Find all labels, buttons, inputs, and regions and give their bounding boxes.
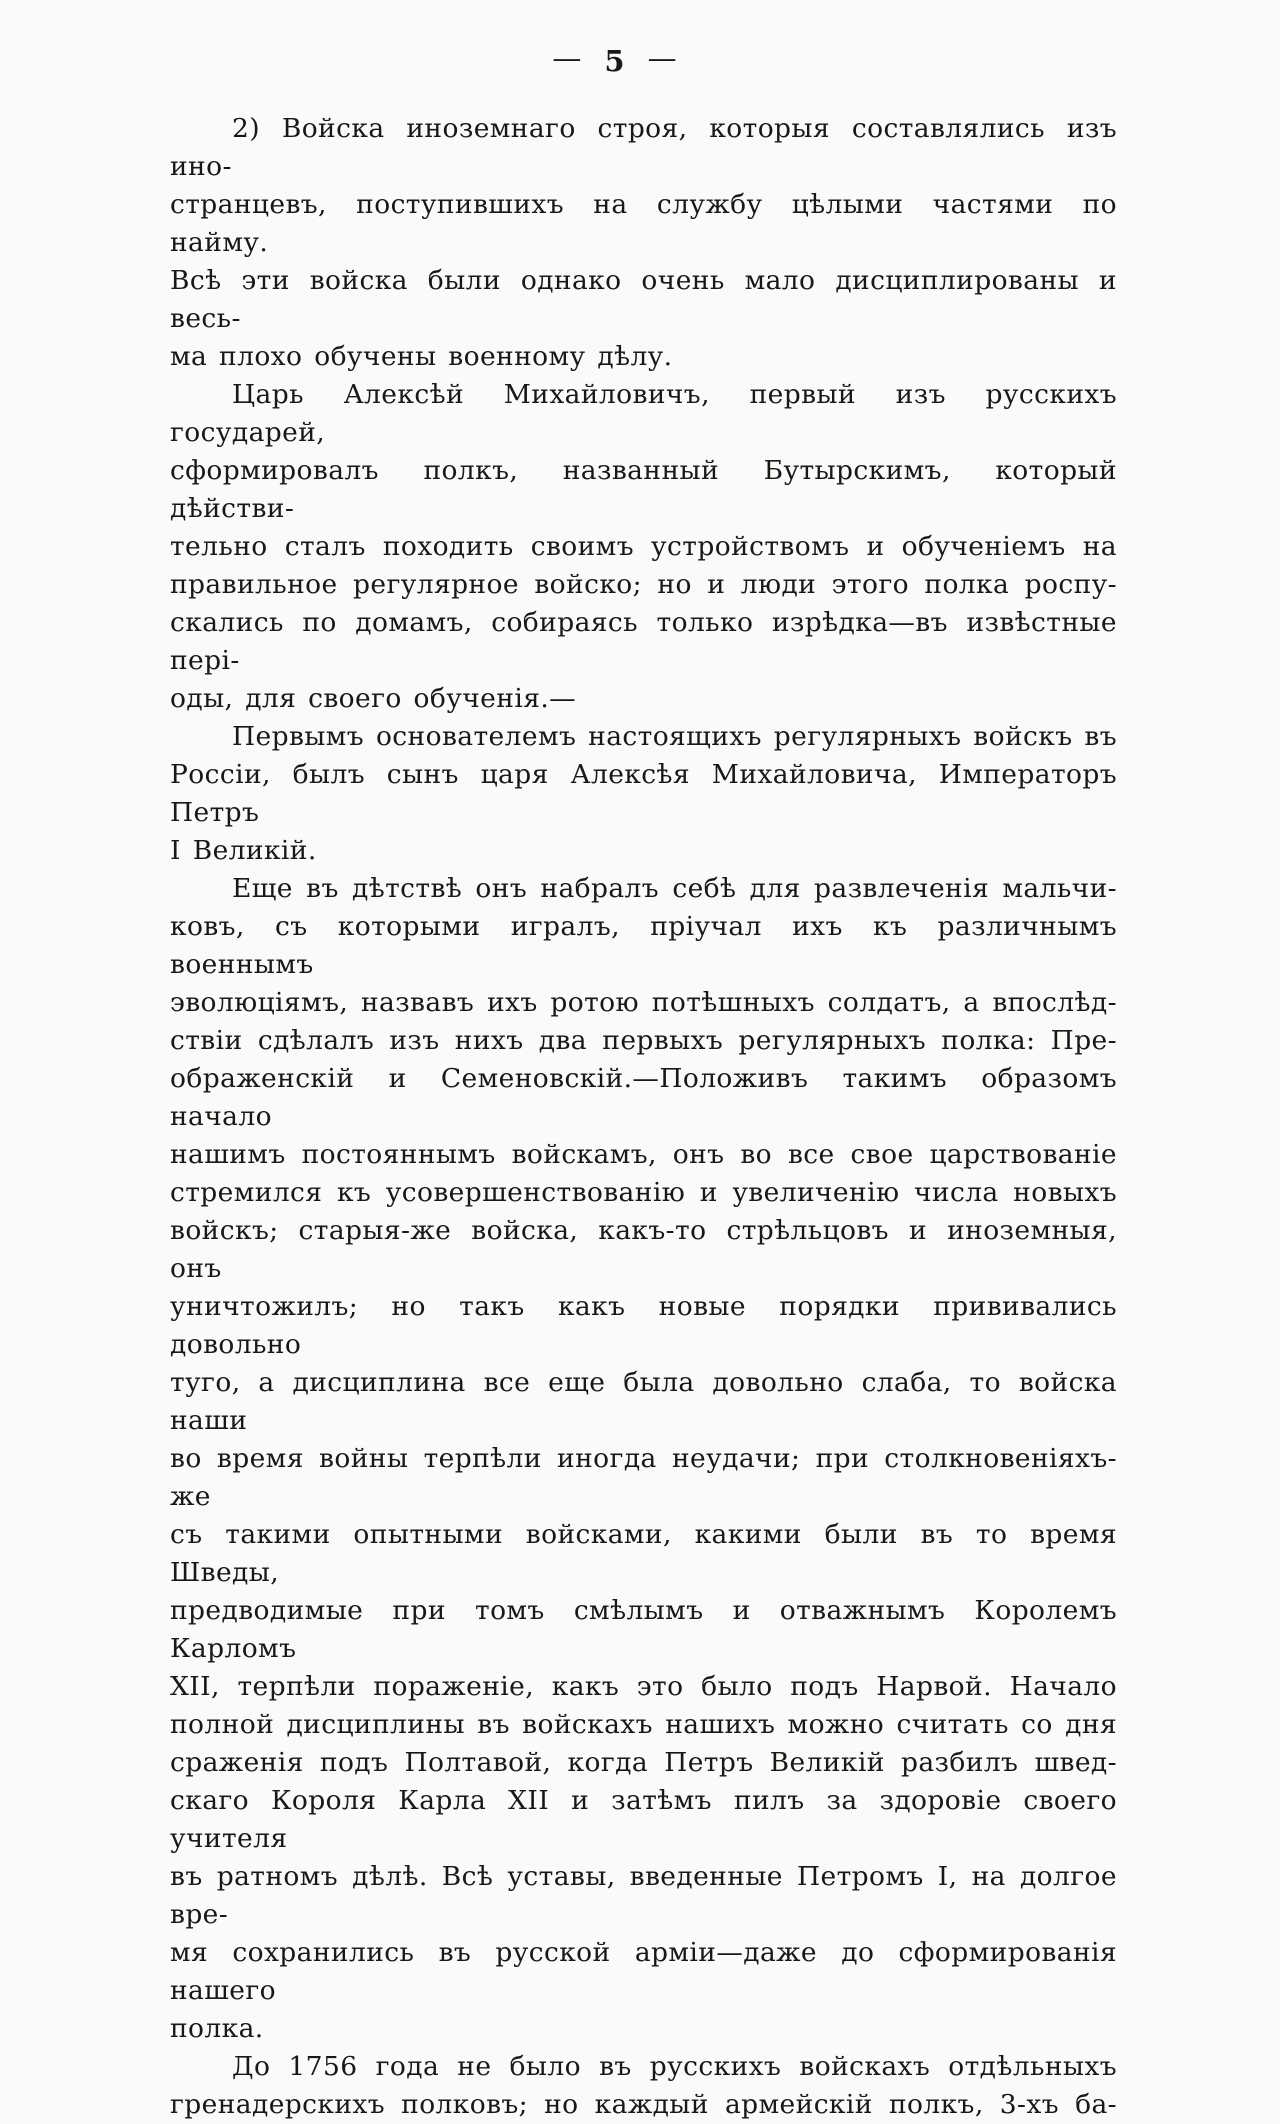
text-line: ма плохо обучены военному дѣлу.	[170, 341, 673, 372]
text-line: ображенскій и Семеновскій.—Положивъ такимъ образомъ начало	[170, 1063, 1117, 1132]
text-line: нашимъ постояннымъ войскамъ, онъ во все свое царствованіе	[170, 1139, 1117, 1170]
text-line: I Великій.	[170, 835, 317, 866]
text-line: во время войны терпѣли иногда неудачи; при столкновеніяхъ-же	[170, 1443, 1117, 1512]
header-dash-left: —	[552, 41, 583, 75]
text-line: полной дисциплины въ войскахъ нашихъ можно считать со дня	[170, 1709, 1117, 1740]
text-line: Россіи, былъ сынъ царя Алексѣя Михайловича, Императоръ Петръ	[170, 759, 1117, 828]
page-number: 5	[604, 44, 626, 78]
text-line: правильное регулярное войско; но и люди этого полка роспу-	[170, 569, 1117, 600]
text-line: оды, для своего обученія.—	[170, 683, 577, 714]
text-line: стремился къ усовершенствованію и увеличенію числа новыхъ	[170, 1177, 1117, 1208]
text-line: туго, а дисциплина все еще была довольно слаба, то войска наши	[170, 1367, 1117, 1436]
page-header	[170, 41, 1060, 78]
text-block	[170, 110, 1117, 2124]
text-line: гренадерскихъ полковъ; но каждый армейскій полкъ, 3-хъ ба-	[170, 2089, 1117, 2120]
text-line: XII, терпѣли пораженіе, какъ это было подъ Нарвой. Начало	[170, 1671, 1117, 1702]
text-line: тельно сталъ походить своимъ устройствомъ и обученіемъ на	[170, 531, 1117, 562]
text-line: Еще въ дѣтствѣ онъ набралъ себѣ для развлеченія мальчи-	[232, 873, 1117, 904]
text-line: Всѣ эти войска были однако очень мало дисциплированы и весь-	[170, 265, 1117, 334]
text-line: мя сохранились въ русской арміи—даже до сформированія нашего	[170, 1937, 1117, 2006]
text-line: ствіи сдѣлалъ изъ нихъ два первыхъ регулярныхъ полка: Пре-	[170, 1025, 1117, 1056]
text-line: предводимые при томъ смѣлымъ и отважнымъ Королемъ Карломъ	[170, 1595, 1117, 1664]
text-line: скаго Короля Карла XII и затѣмъ пилъ за здоровіе своего учителя	[170, 1785, 1117, 1854]
text-line: До 1756 года не было въ русскихъ войскахъ отдѣльныхъ	[232, 2051, 1117, 2082]
text-line: ковъ, съ которыми игралъ, пріучал ихъ къ различнымъ военнымъ	[170, 911, 1117, 980]
text-line: Царь Алексѣй Михайловичъ, первый изъ русскихъ государей,	[170, 379, 1117, 448]
text-line: войскъ; старыя-же войска, какъ-то стрѣльцовъ и иноземныя, онъ	[170, 1215, 1117, 1284]
text-line: эволюціямъ, назвавъ ихъ ротою потѣшныхъ солдатъ, а впослѣд-	[170, 987, 1117, 1018]
text-line: уничтожилъ; но такъ какъ новые порядки прививались довольно	[170, 1291, 1117, 1360]
text-line: Первымъ основателемъ настоящихъ регулярныхъ войскъ въ	[232, 721, 1117, 752]
text-line: съ такими опытными войсками, какими были въ то время Шведы,	[170, 1519, 1117, 1588]
text-line: сраженія подъ Полтавой, когда Петръ Великій разбилъ швед-	[170, 1747, 1117, 1778]
text-line: въ ратномъ дѣлѣ. Всѣ уставы, введенные Петромъ I, на долгое вре-	[170, 1861, 1117, 1930]
text-line: 2) Войска иноземнаго строя, которыя составлялись изъ ино-	[170, 113, 1117, 182]
text-line: полка.	[170, 2013, 264, 2044]
text-line: странцевъ, поступившихъ на службу цѣлыми частями по найму.	[170, 189, 1117, 258]
text-line: скались по домамъ, собираясь только изрѣдка—въ извѣстные пері-	[170, 607, 1117, 676]
text-line: сформировалъ полкъ, названный Бутырскимъ, который дѣйстви-	[170, 455, 1117, 524]
header-dash-right: —	[647, 41, 678, 75]
